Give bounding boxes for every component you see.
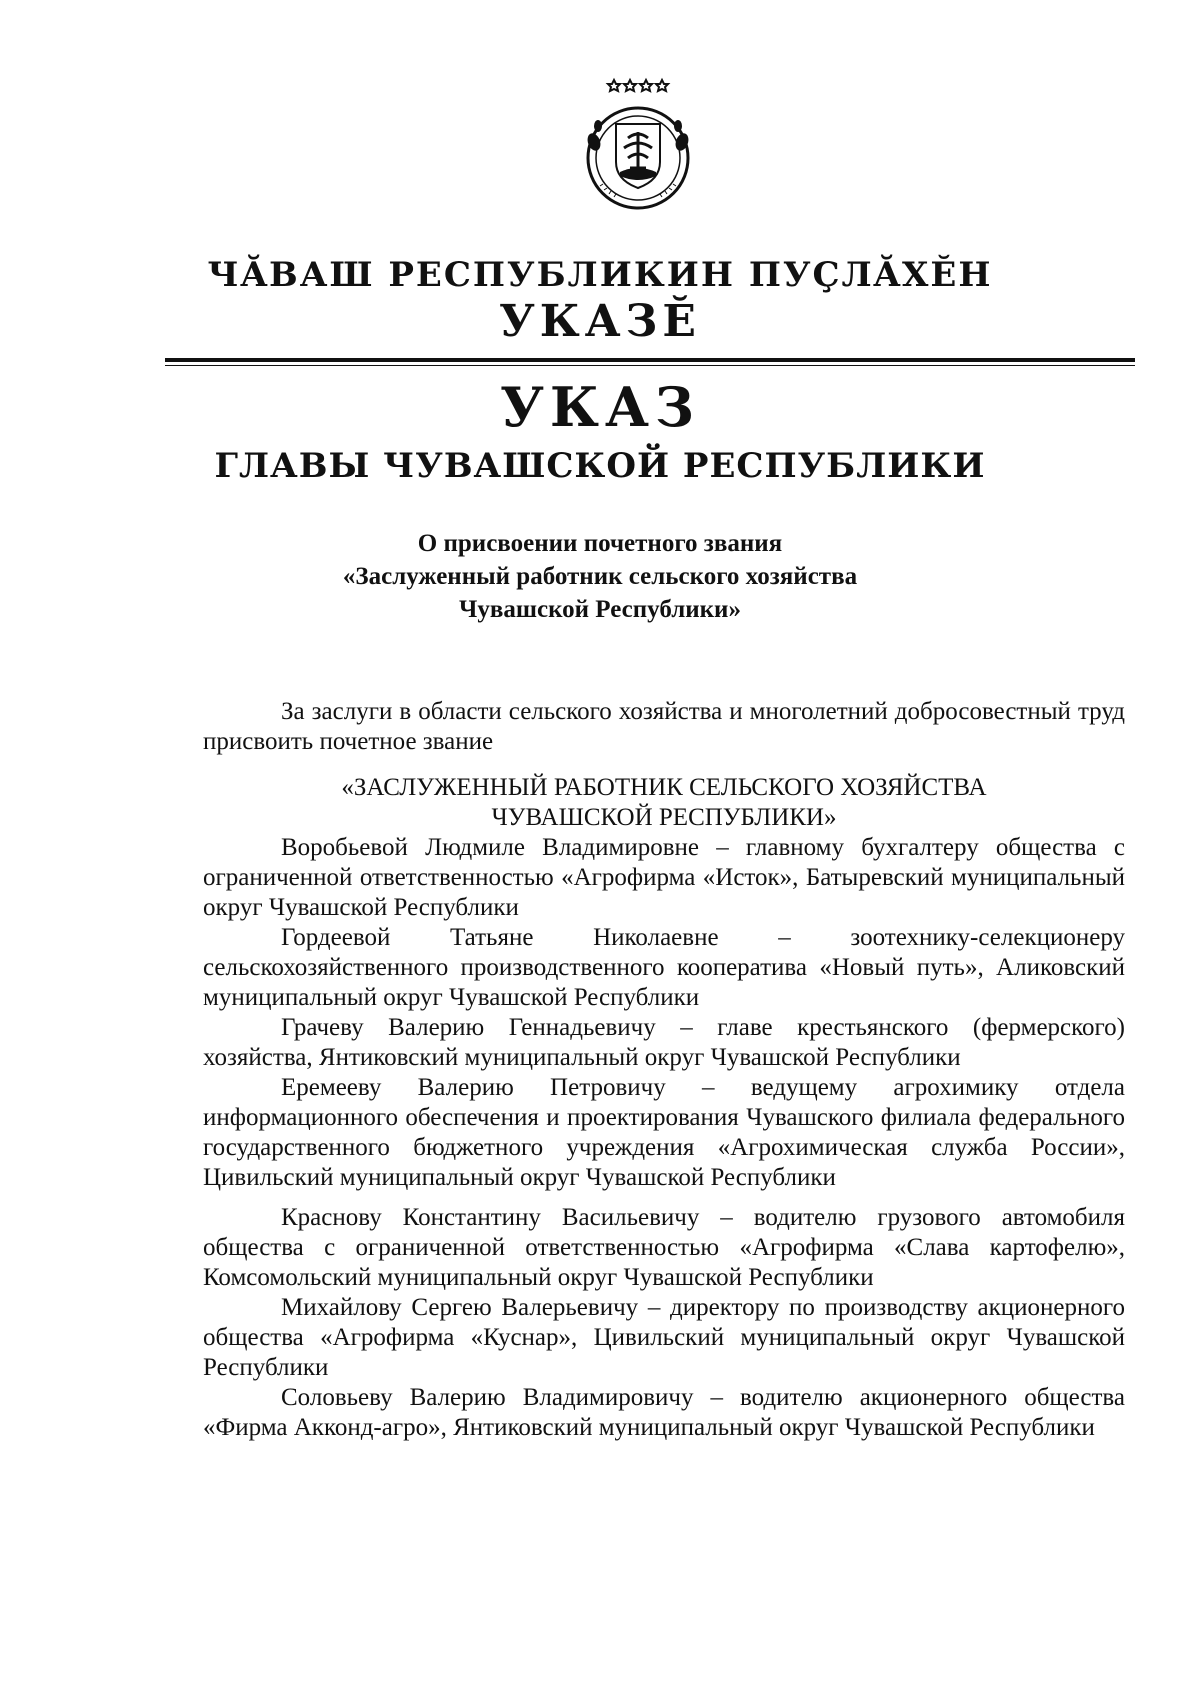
award-title-line: ЧУВАШСКОЙ РЕСПУБЛИКИ» <box>491 804 837 831</box>
recipient-paragraph: Еремееву Валерию Петровичу – ведущему агрохимику отдела информационного обеспечения и проектирования Чувашского филиала федерального государственного бюджетного учреждения «Агрохимическая служба России», Цивильский муниципальный округ Чувашской Республики <box>203 1074 1125 1191</box>
recipient-paragraph: Грачеву Валерию Геннадьевичу – главе крестьянского (фермерского) хозяйства, Янтиковский муниципальный округ Чувашской Республики <box>203 1014 1125 1071</box>
recipient-paragraph: Воробьевой Людмиле Владимировне – главному бухгалтеру общества с ограниченной ответственностью «Агрофирма «Исток», Батыревский муниципальный округ Чувашской Республики <box>203 834 1125 921</box>
recipient-paragraph: Краснову Константину Васильевичу – водителю грузового автомобиля общества с ограниченной ответственностью «Агрофирма «Слава картофелю», Комсомольский муниципальный округ Чувашской Республики <box>203 1204 1125 1291</box>
intro-paragraph: За заслуги в области сельского хозяйства и многолетний добросовестный труд присвоить почетное звание <box>203 698 1125 755</box>
russian-header-subtitle: ГЛАВЫ ЧУВАШСКОЙ РЕСПУБЛИКИ <box>214 446 986 486</box>
recipient-paragraph: Гордеевой Татьяне Николаевне – зоотехнику-селекционеру сельскохозяйственного производственного кооператива «Новый путь», Аликовский муниципальный округ Чувашской Республики <box>203 924 1125 1011</box>
document-title-line: Чувашской Республики» <box>459 596 741 623</box>
award-title <box>203 773 1125 833</box>
chuvash-decree-label: УКАЗĔ <box>499 296 701 347</box>
russian-decree-label: УКАЗ <box>500 375 700 439</box>
header-divider <box>165 358 1135 362</box>
document-title-line: О присвоении почетного звания <box>417 530 783 557</box>
document-body <box>203 697 1125 1443</box>
recipient-paragraph: Михайлову Сергею Валерьевичу – директору по производству акционерного общества «Агрофирма «Куснар», Цивильский муниципальный округ Чувашской Республики <box>203 1294 1125 1381</box>
chuvash-header-title: ЧĂВАШ РЕСПУБЛИКИН ПУÇЛĂХĔН <box>207 255 993 295</box>
award-title-line: «ЗАСЛУЖЕННЫЙ РАБОТНИК СЕЛЬСКОГО ХОЗЯЙСТВА <box>341 774 987 801</box>
coat-of-arms-icon <box>572 76 704 216</box>
document-title-line: «Заслуженный работник сельского хозяйства <box>342 563 858 590</box>
header-divider-thin <box>165 365 1135 366</box>
document-title <box>0 527 1200 626</box>
recipient-paragraph: Соловьеву Валерию Владимировичу – водителю акционерного общества «Фирма Акконд-агро», Янтиковский муниципальный округ Чувашской Республики <box>203 1384 1125 1441</box>
